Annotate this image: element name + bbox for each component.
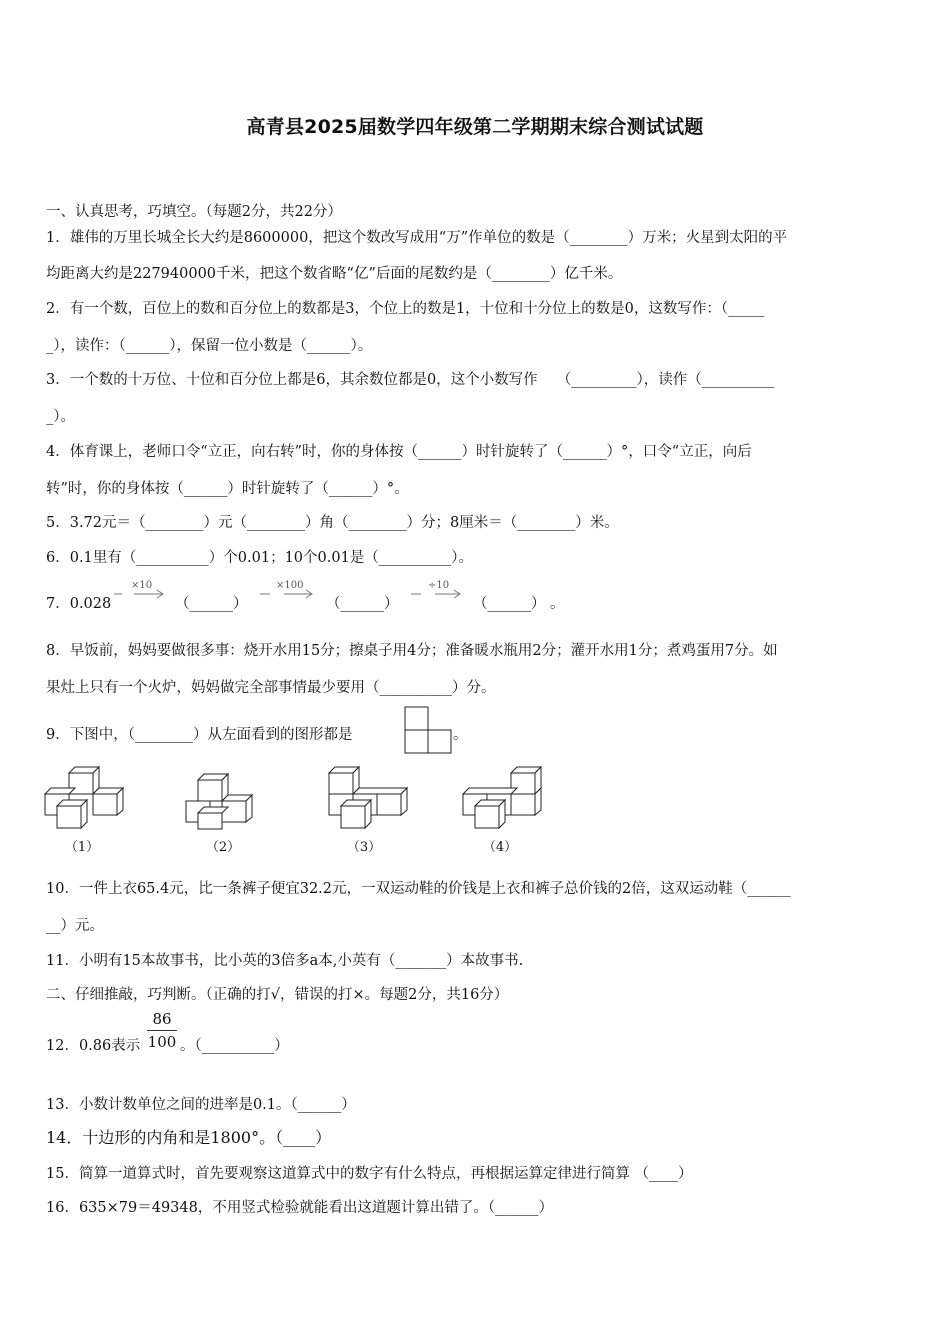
section-1-heading: 一、认真思考，巧填空。（每题2分，共22分）: [46, 204, 342, 220]
question-6: 6．0.1里有（__________）个0.01；10个0.01是（__________）。: [46, 550, 474, 566]
question-12: 12．0.86表示: [46, 1038, 141, 1054]
left-view-shape-icon: [404, 706, 452, 754]
question-4-line-1: 4．体育课上，老师口令“立正，向右转”时，你的身体按（______）时针旋转了（______）°，口令“立正，向后: [46, 444, 752, 460]
question-7-blank-1: （______）: [175, 596, 248, 612]
question-8-line-1: 8．早饭前，妈妈要做很多事：烧开水用15分；擦桌子用4分；准备暖水瓶用2分；灌开水用1分；煮鸡蛋用7分。如: [46, 643, 778, 659]
question-16: 16．635×79＝49348，不用竖式检验就能看出这道题计算出错了。（______）: [46, 1200, 554, 1216]
cube-caption-4: （4）: [482, 840, 518, 855]
question-5: 5．3.72元＝（________）元（________）角（________）分；8厘米＝（________）米。: [46, 515, 619, 531]
fraction-numerator: 86: [152, 1010, 172, 1028]
arrow-op-3-label: ÷10: [428, 580, 450, 591]
cube-figure-1-icon: [44, 765, 124, 831]
arrow-op-1-label: ×10: [131, 580, 153, 591]
question-2-line-1: 2．有一个数，百位上的数和百分位上的数都是3，个位上的数是1，十位和十分位上的数是0，这数写作：（_____: [46, 301, 765, 317]
question-3-line-2: _）。: [46, 409, 75, 425]
arrow-1-icon: [112, 588, 167, 600]
cube-figure-2-icon: [185, 772, 265, 830]
cube-figure-4-icon: [462, 765, 542, 831]
question-7-end: 。: [550, 596, 565, 612]
question-10-line-1: 10．一件上衣65.4元，比一条裤子便宜32.2元，一双运动鞋的价钱是上衣和裤子总价钱的2倍，这双运动鞋（______: [46, 881, 791, 897]
fraction-bar: [147, 1030, 177, 1031]
question-9: 9．下图中，（________）从左面看到的图形都是: [46, 727, 353, 743]
question-14: 14．十边形的内角和是1800°。（____）: [46, 1128, 332, 1147]
question-13: 13．小数计数单位之间的进率是0.1。（______）: [46, 1097, 356, 1113]
question-12-tail: 。（__________）: [180, 1038, 289, 1054]
cube-caption-3: （3）: [346, 840, 382, 855]
question-7-start: 7．0.028: [46, 596, 112, 612]
question-2-line-2: _），读作：（______），保留一位小数是（______）。: [46, 338, 373, 354]
cube-caption-1: （1）: [64, 840, 100, 855]
arrow-op-2-label: ×100: [276, 580, 304, 591]
question-3-line-1: 3．一个数的十万位、十位和百分位上都是6，其余数位都是0，这个小数写作 （_________），读作（__________: [46, 372, 775, 388]
page-title: 高青县2025届数学四年级第二学期期末综合测试试题: [246, 116, 704, 138]
cube-figure-3-icon: [328, 765, 408, 831]
question-10-line-2: __）元。: [46, 918, 104, 934]
fraction-86-100: [147, 1009, 177, 1052]
question-8-line-2: 果灶上只有一个火炉，妈妈做完全部事情最少要用（__________）分。: [46, 680, 496, 696]
question-7-blank-2: （______）: [326, 596, 399, 612]
question-1-line-1: 1．雄伟的万里长城全长大约是8600000，把这个数改写成用“万”作单位的数是（________）万米；火星到太阳的平: [46, 230, 788, 246]
fraction-denominator: 100: [147, 1033, 177, 1051]
arrow-2-icon: [258, 588, 316, 600]
question-1-line-2: 均距离大约是227940000千米，把这个数省略“亿”后面的尾数约是（________）亿千米。: [46, 266, 623, 282]
question-4-line-2: 转”时，你的身体按（______）时针旋转了（______）°。: [46, 481, 409, 497]
question-15: 15．简算一道算式时，首先要观察这道算式中的数字有什么特点，再根据运算定律进行简算 （____）: [46, 1166, 693, 1182]
section-2-heading: 二、仔细推敲，巧判断。（正确的打√，错误的打×。每题2分，共16分）: [46, 987, 509, 1003]
cube-caption-2: （2）: [205, 840, 241, 855]
arrow-3-icon: [409, 588, 464, 600]
question-7-blank-3: （______）: [473, 596, 546, 612]
question-9-end: 。: [453, 727, 468, 743]
question-11: 11．小明有15本故事书，比小英的3倍多a本,小英有（_______）本故事书.: [46, 953, 524, 969]
